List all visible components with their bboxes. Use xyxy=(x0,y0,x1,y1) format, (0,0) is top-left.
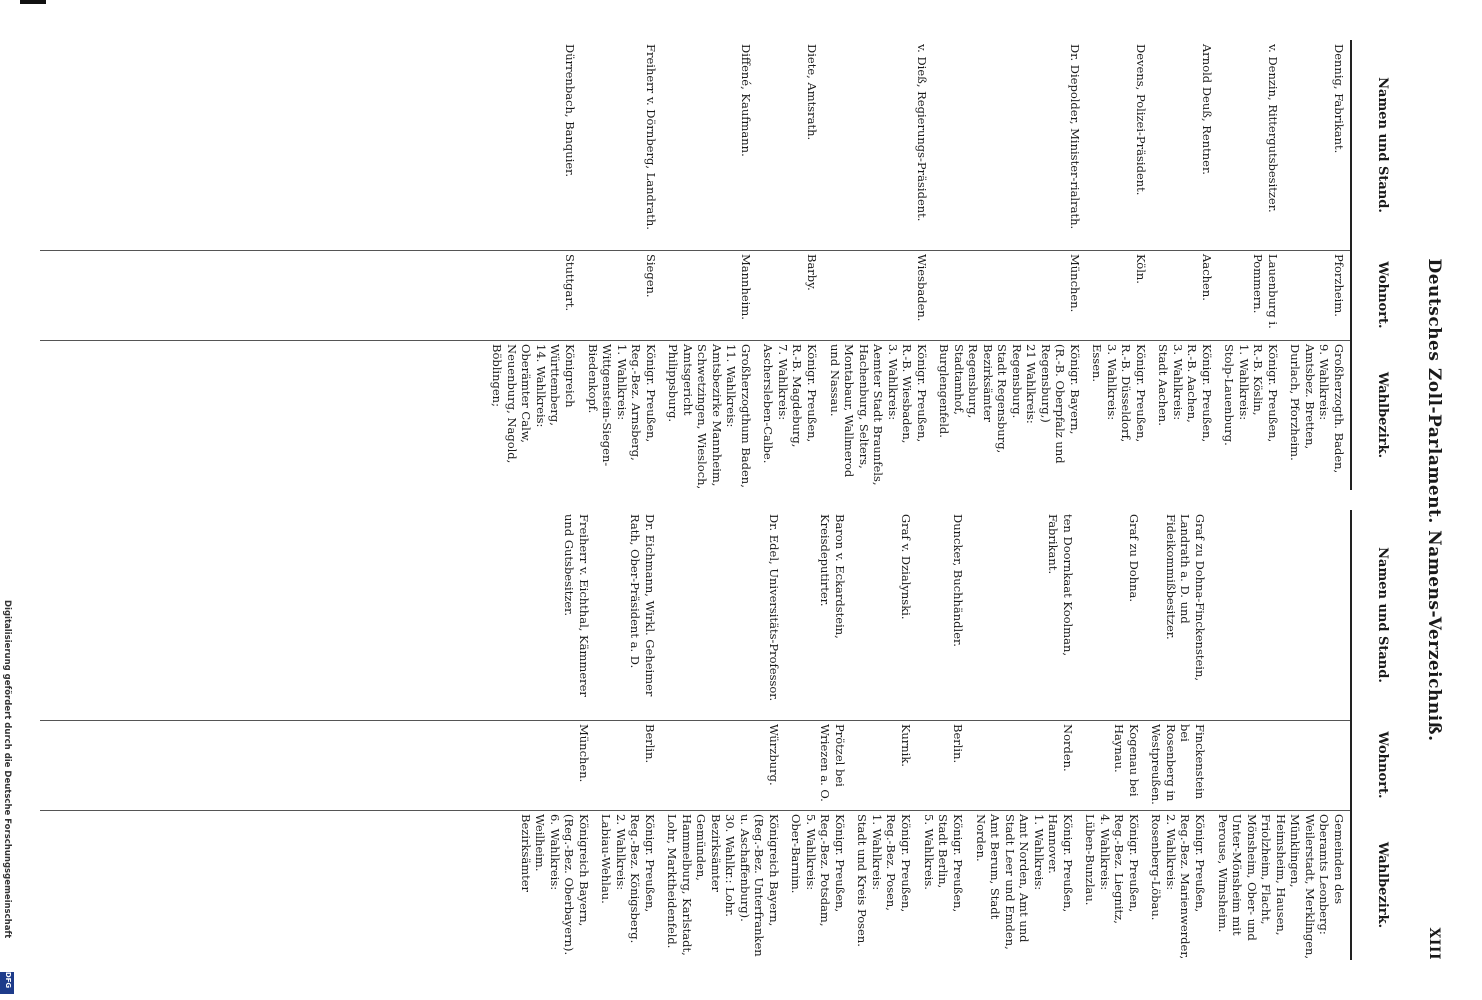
entry-district: Königr. Preußen, Stadt Berlin, 5. Wahlkreis. xyxy=(922,814,965,913)
entry-name: Freiherr v. Eichthal, Kämmerer und Gutsbesitzer. xyxy=(562,514,591,697)
entry-district: Königr. Preußen, Reg.-Bez. Potsdam, 5. Wahlkreis: Ober-Barnim. xyxy=(789,814,847,927)
entry-residence: München. xyxy=(577,724,591,783)
entry-residence: Berlin. xyxy=(951,724,965,764)
col-name-header: Namen und Stand. xyxy=(1375,547,1390,683)
entry-district: Königr. Preußen, Hannover. 1. Wahlkreis: Amt Norden, Amt und Stadt Leer und Emden, Amt Berum, Stadt Norden. xyxy=(974,814,1075,950)
entry-district: Königreich Württemberg, 14. Wahlkreis: Oberämter Calw, Neuenburg, Nagold, Böblingen; xyxy=(490,344,577,464)
entry-residence: Würzburg. xyxy=(767,724,781,786)
page-number: XIII xyxy=(1426,927,1442,960)
column-divider xyxy=(40,340,1350,341)
entry-district: Königr. Preußen, Reg.-Bez. Marienwerder, 2. Wahlkreis: Rosenberg-Löbau. xyxy=(1149,814,1207,960)
credit-text: Digitalisierung gefördert durch die Deutsche Forschungsgemeinschaft xyxy=(2,600,12,939)
entry-district: Königr. Preußen, Reg.-Bez. Königsberg. 2. Wahlkreis: Labiau-Wehlau. xyxy=(599,814,657,944)
scan-edge-mark xyxy=(20,0,46,4)
entry-name: Dr. Edel, Universitäts-Professor. xyxy=(767,514,781,702)
entry-residence: Kogenau bei Haynau. xyxy=(1112,724,1141,797)
entry-district: Gemeinden des Oberamts Leonberg: Weilerstadt, Merklingen, Münklingen, Heimsheim, Hausen, Friolzheim, Flacht, Mönsheim, Ober- und Unter-Mönsheim mit Perouse, Wimsheim. xyxy=(1216,814,1346,960)
entry-residence: Norden. xyxy=(1061,724,1075,772)
entry-district: Königr. Preußen, Reg.-Bez. Liegnitz, 4. Wahlkreis: Lüben-Bunzlau. xyxy=(1083,814,1141,924)
entry-residence: Berlin. xyxy=(643,724,657,764)
col-district-header: Wahlbezirk. xyxy=(1375,841,1390,929)
dfg-logo: DFG xyxy=(0,972,14,994)
entry-district: Königr. Preußen, R.-B. Köslin, 1. Wahlkreis: Stolp-Lauenburg. xyxy=(1222,344,1280,446)
right-table xyxy=(40,510,1410,960)
entry-district: Königr. Preußen, R.-B. Aachen, 3. Wahlkreis: Stadt Aachen. xyxy=(1156,344,1214,443)
entry-name: Dr. Diepolder, Minister-rialrath. xyxy=(1068,44,1082,230)
entry-name: Graf zu Dohna-Finckenstein, Landrath a. D. und Fideikommißbesitzer. xyxy=(1164,514,1207,682)
entry-name: Diffené, Kaufmann. xyxy=(739,44,753,157)
col-residence-header: Wohnort. xyxy=(1375,731,1390,799)
right-table-body xyxy=(40,510,1350,960)
entry-name: Diete, Amtsrath. xyxy=(805,44,819,141)
entry-residence: Stuttgart. xyxy=(563,254,577,312)
entry-residence: Mannheim. xyxy=(739,254,753,320)
left-table-body xyxy=(40,40,1350,490)
col-district-header: Wahlbezirk. xyxy=(1375,371,1390,459)
entry-name: Arnold Deuß, Rentner. xyxy=(1200,44,1214,175)
entry-name: Duncker, Buchhändler. xyxy=(951,514,965,647)
entry-name: ten Doornkaat Koolman, Fabrikant. xyxy=(1046,514,1075,657)
page-header xyxy=(1416,40,1450,960)
left-table-header xyxy=(1350,40,1410,490)
entry-residence: Wiesbaden. xyxy=(915,254,929,322)
entry-name: v. Denzin, Rittergutsbesitzer. xyxy=(1266,44,1280,213)
entry-name: Dr. Eichmann, Wirkl. Geheimer Rath, Ober-Präsident a. D. xyxy=(628,514,657,697)
column-divider xyxy=(40,720,1350,721)
entry-name: v. Dieß, Regierungs-Präsident. xyxy=(915,44,929,222)
entry-district: Königr. Preußen, R.-B. Düsseldorf, 3. Wahlkreis: Essen. xyxy=(1090,344,1148,443)
column-divider xyxy=(40,810,1350,811)
entry-district: Königreich Bayern, (Reg.-Bez. Oberbayern). 6. Wahlkreis: Weilheim. Bezirksämter xyxy=(519,814,591,956)
entry-district: Königr. Preußen, R.-B. Magdeburg, 7. Wahlkreis: Aschersleben-Calbe. xyxy=(761,344,819,464)
left-table xyxy=(40,40,1410,490)
entry-name: Devens, Polizei-Präsident. xyxy=(1134,44,1148,196)
entry-district: Königr. Preußen, Reg.-Bez. Posen, 1. Wahlkreis: Stadt und Kreis Posen. xyxy=(855,814,913,947)
column-divider xyxy=(40,250,1350,251)
entry-residence: Köln. xyxy=(1134,254,1148,284)
page-title: Deutsches Zoll-Parlament. Namens-Verzeichniß. xyxy=(1424,258,1444,742)
entry-residence: Pforzheim. xyxy=(1332,254,1346,317)
entry-name: Freiherr v. Dörnberg, Landrath. xyxy=(644,44,658,230)
entry-district: Großherzogthum Baden, 11. Wahlkreis: Amtsbezirke Mannheim, Schwetzingen, Wiesloch, Amtsgericht Philippsburg. xyxy=(666,344,753,490)
entry-name: Baron v. Eckardstein, Kreisdeputirter. xyxy=(818,514,847,639)
col-name-header: Namen und Stand. xyxy=(1375,77,1390,213)
entry-name: Graf zu Dohna. xyxy=(1127,514,1141,603)
col-residence-header: Wohnort. xyxy=(1375,261,1390,329)
entry-district: Königr. Bayern, (R.-B. Oberpfalz und Regensburg,) 21 Wahlkreis: Regensburg. Stadt Regensburg, Bezirksämter Regensburg, Stadtamhof, Burglengenfeld. xyxy=(937,344,1082,464)
entry-district: Königr. Preußen, R.-B. Wiesbaden, 3. Wahlkreis: Aemter Stadt Braunfels, Hachenburg, Selters, Montabaur, Wallmerod und Nassau. xyxy=(828,344,929,486)
entry-residence: Kurnik. xyxy=(899,724,913,767)
entry-district: Großherzogth. Baden, 9. Wahlkreis: Amtsbez. Bretten, Durlach, Pforzheim. xyxy=(1288,344,1346,474)
entry-residence: München. xyxy=(1068,254,1082,313)
entry-residence: Siegen. xyxy=(644,254,658,298)
rotated-page-content xyxy=(40,40,1450,960)
entry-residence: Prötzel bei Wriezen a. O. xyxy=(818,724,847,802)
entry-residence: Lauenburg i. Pommern. xyxy=(1251,254,1280,329)
entry-name: Dennig, Fabrikant. xyxy=(1332,44,1346,154)
entry-district: Königreich Bayern, (Reg.-Bez. Unterfranken u. Aschaffenburg). 30. Wahlkr.: Lohr. Bezirksämter Gemünden, Hammelburg, Karlstadt, Lohr, Marktheidenfeld. xyxy=(665,814,781,957)
entry-name: Graf v. Dzialynski. xyxy=(899,514,913,620)
entry-residence: Aachen. xyxy=(1200,254,1214,301)
entry-name: Dürrenbach, Banquier. xyxy=(563,44,577,178)
entry-residence: Finckenstein bei Rosenberg in Westpreußen. xyxy=(1149,724,1207,805)
entry-district: Königr. Preußen, Reg.-Bez. Arnsberg, 1. Wahlkreis: Wittgenstein-Siegen-Biedenkopf. xyxy=(586,344,658,467)
digitization-credit xyxy=(0,600,12,980)
entry-residence: Barby. xyxy=(805,254,819,291)
right-table-header xyxy=(1350,510,1410,960)
